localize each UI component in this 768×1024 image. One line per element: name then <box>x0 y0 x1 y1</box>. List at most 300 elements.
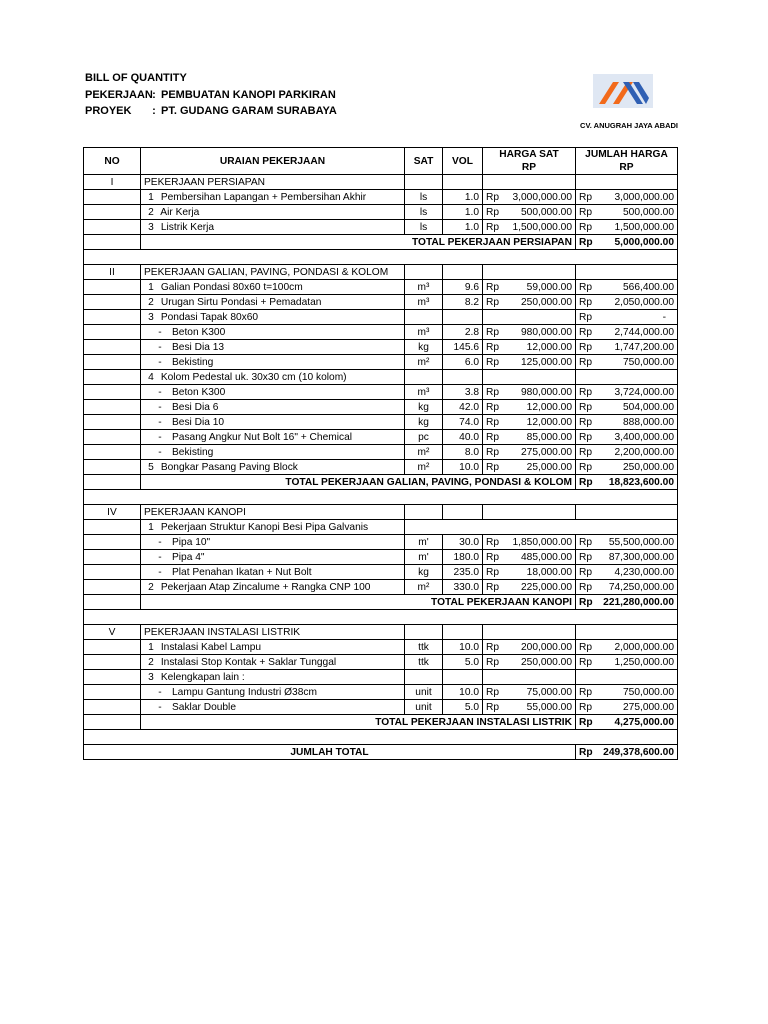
grand-total-amount-value: 249,378,600.00 <box>603 746 674 758</box>
unit-price-value: 500,000.00 <box>521 206 572 218</box>
subtotal-amount-value: 18,823,600.00 <box>608 476 674 488</box>
unit-price <box>483 655 576 670</box>
item-text: Besi Dia 6 <box>172 401 219 413</box>
company-logo-icon <box>593 74 653 108</box>
empty-cell <box>443 625 483 640</box>
amount-value: 4,230,000.00 <box>614 566 674 578</box>
unit-price <box>483 220 576 235</box>
unit-price-value: 3,000,000.00 <box>512 191 572 203</box>
section-title: PEKERJAAN GALIAN, PAVING, PONDASI & KOLOM <box>141 265 405 280</box>
amount-value: 275,000.00 <box>623 701 674 713</box>
item-volume: 330.0 <box>443 580 483 595</box>
item-unit: kg <box>405 340 443 355</box>
item-unit: m³ <box>405 280 443 295</box>
amount <box>576 565 678 580</box>
item-unit: kg <box>405 400 443 415</box>
currency-label: Rp <box>579 476 593 488</box>
dash-bullet: - <box>158 536 162 548</box>
item-text: Pasang Angkur Nut Bolt 16" + Chemical <box>172 431 353 443</box>
item-volume: 5.0 <box>443 700 483 715</box>
item-volume: 10.0 <box>443 640 483 655</box>
item-unit: m³ <box>405 295 443 310</box>
empty-cell <box>84 520 141 535</box>
currency-label: Rp <box>579 716 593 728</box>
sub-item-row <box>84 325 678 340</box>
item-text: Instalasi Stop Kontak + Saklar Tunggal <box>160 656 337 668</box>
sub-item-row <box>84 385 678 400</box>
dash-bullet: - <box>158 446 162 458</box>
currency-label: Rp <box>579 281 593 293</box>
currency-label: Rp <box>486 401 500 413</box>
subtotal-label: TOTAL PEKERJAAN INSTALASI LISTRIK <box>141 715 576 730</box>
unit-price <box>483 415 576 430</box>
subtotal-label: TOTAL PEKERJAAN KANOPI <box>141 595 576 610</box>
unit-price-value: 225,000.00 <box>521 581 572 593</box>
item-text: Beton K300 <box>172 326 226 338</box>
col-sat-header: SAT <box>405 148 443 175</box>
item-unit <box>405 370 443 385</box>
empty-cell <box>483 175 576 190</box>
item-volume: 10.0 <box>443 685 483 700</box>
unit-price-value: 250,000.00 <box>521 656 572 668</box>
empty-cell <box>84 295 141 310</box>
item-unit: kg <box>405 565 443 580</box>
item-text: Pondasi Tapak 80x60 <box>160 311 259 323</box>
dash-bullet: - <box>158 551 162 563</box>
item-description <box>141 355 405 370</box>
currency-label: Rp <box>579 296 593 308</box>
item-description <box>141 550 405 565</box>
section-title: PEKERJAAN INSTALASI LISTRIK <box>141 625 405 640</box>
unit-price <box>483 295 576 310</box>
item-description <box>141 580 405 595</box>
unit-price <box>483 565 576 580</box>
item-unit: m' <box>405 550 443 565</box>
empty-cell <box>483 265 576 280</box>
unit-price <box>483 580 576 595</box>
currency-label: Rp <box>579 566 593 578</box>
spacer-cell <box>84 490 678 505</box>
item-text: Pipa 4" <box>172 551 205 563</box>
currency-label: Rp <box>486 581 500 593</box>
amount <box>576 460 678 475</box>
empty-cell <box>405 625 443 640</box>
currency-label: Rp <box>486 656 500 668</box>
empty-cell <box>84 325 141 340</box>
item-volume: 1.0 <box>443 205 483 220</box>
section-number: IV <box>84 505 141 520</box>
unit-price <box>483 280 576 295</box>
amount <box>576 280 678 295</box>
currency-label: Rp <box>579 461 593 473</box>
currency-label: Rp <box>579 221 593 233</box>
unit-price-value: 980,000.00 <box>521 326 572 338</box>
dash-bullet: - <box>158 416 162 428</box>
currency-label: Rp <box>486 431 500 443</box>
amount <box>576 580 678 595</box>
subtotal-row <box>84 235 678 250</box>
subtotal-amount <box>576 475 678 490</box>
item-row <box>84 280 678 295</box>
currency-label: Rp <box>486 341 500 353</box>
amount <box>576 295 678 310</box>
item-number: 4 <box>148 371 154 383</box>
currency-label: Rp <box>579 641 593 653</box>
col-harga-line2: RP <box>521 162 537 173</box>
item-text: Air Kerja <box>160 206 200 218</box>
amount-value: 2,000,000.00 <box>614 641 674 653</box>
spacer-row <box>84 730 678 745</box>
empty-cell <box>405 265 443 280</box>
unit-price <box>483 400 576 415</box>
item-text: Galian Pondasi 80x60 t=100cm <box>160 281 303 293</box>
empty-cell <box>576 670 678 685</box>
amount <box>576 355 678 370</box>
currency-label: Rp <box>486 416 500 428</box>
item-description <box>141 415 405 430</box>
subtotal-amount <box>576 595 678 610</box>
amount <box>576 400 678 415</box>
item-volume <box>443 370 483 385</box>
empty-cell <box>84 535 141 550</box>
item-row <box>84 190 678 205</box>
unit-price-value: 85,000.00 <box>526 431 572 443</box>
item-unit: m' <box>405 535 443 550</box>
item-row <box>84 370 678 385</box>
item-volume: 3.8 <box>443 385 483 400</box>
unit-price-value: 18,000.00 <box>526 566 572 578</box>
empty-cell <box>576 175 678 190</box>
item-row <box>84 460 678 475</box>
amount-value: 3,400,000.00 <box>614 431 674 443</box>
proyek-label: PROYEK <box>85 105 132 117</box>
sub-item-row <box>84 430 678 445</box>
item-volume: 74.0 <box>443 415 483 430</box>
subtotal-row <box>84 475 678 490</box>
item-unit: ttk <box>405 640 443 655</box>
empty-cell <box>483 310 576 325</box>
item-description <box>141 340 405 355</box>
item-unit: kg <box>405 415 443 430</box>
dash-bullet: - <box>158 341 162 353</box>
amount-value: 250,000.00 <box>623 461 674 473</box>
empty-cell <box>576 625 678 640</box>
dash-bullet: - <box>158 386 162 398</box>
currency-label: Rp <box>579 431 593 443</box>
item-volume: 145.6 <box>443 340 483 355</box>
empty-cell <box>84 700 141 715</box>
pekerjaan-label: PEKERJAAN <box>85 89 153 101</box>
item-description <box>141 325 405 340</box>
dash-bullet: - <box>158 701 162 713</box>
item-text: Bongkar Pasang Paving Block <box>160 461 298 473</box>
dash-bullet: - <box>158 566 162 578</box>
item-description <box>141 370 405 385</box>
spacer-row <box>84 490 678 505</box>
currency-label: Rp <box>486 686 500 698</box>
sub-item-row <box>84 355 678 370</box>
currency-label: Rp <box>579 581 593 593</box>
amount-value: 500,000.00 <box>623 206 674 218</box>
empty-cell <box>84 565 141 580</box>
amount <box>576 415 678 430</box>
spacer-cell <box>84 250 678 265</box>
amount-value: 566,400.00 <box>623 281 674 293</box>
item-description <box>141 190 405 205</box>
item-description <box>141 565 405 580</box>
amount <box>576 385 678 400</box>
item-text: Pipa 10" <box>172 536 211 548</box>
item-number: 1 <box>148 191 154 203</box>
spacer-cell <box>84 730 678 745</box>
currency-label: Rp <box>579 236 593 248</box>
unit-price-value: 12,000.00 <box>526 341 572 353</box>
subtotal-row <box>84 595 678 610</box>
item-row <box>84 310 678 325</box>
unit-price <box>483 445 576 460</box>
currency-label: Rp <box>579 386 593 398</box>
item-description <box>141 685 405 700</box>
item-volume: 1.0 <box>443 220 483 235</box>
unit-price <box>483 355 576 370</box>
currency-label: Rp <box>579 686 593 698</box>
grand-total-row <box>84 745 678 760</box>
proyek-colon: : <box>152 105 156 117</box>
item-description <box>141 520 405 535</box>
item-text: Listrik Kerja <box>160 221 215 233</box>
currency-label: Rp <box>486 536 500 548</box>
empty-cell <box>84 430 141 445</box>
empty-cell <box>84 190 141 205</box>
empty-cell <box>84 205 141 220</box>
document-title: BILL OF QUANTITY <box>85 72 187 84</box>
empty-cell <box>483 505 576 520</box>
currency-label: Rp <box>579 401 593 413</box>
amount-value: 55,500,000.00 <box>608 536 674 548</box>
item-text: Pembersihan Lapangan + Pembersihan Akhir <box>160 191 367 203</box>
empty-cell <box>405 175 443 190</box>
unit-price <box>483 460 576 475</box>
col-vol-header: VOL <box>443 148 483 175</box>
item-unit: ttk <box>405 655 443 670</box>
empty-cell <box>84 220 141 235</box>
spacer-row <box>84 610 678 625</box>
unit-price-value: 55,000.00 <box>526 701 572 713</box>
empty-cell <box>84 475 141 490</box>
col-jumlah-line2: RP <box>619 162 634 173</box>
unit-price <box>483 535 576 550</box>
amount <box>576 640 678 655</box>
currency-label: Rp <box>486 461 500 473</box>
subtotal-row <box>84 715 678 730</box>
amount-value: 1,747,200.00 <box>614 341 674 353</box>
unit-price-value: 25,000.00 <box>526 461 572 473</box>
section-number: V <box>84 625 141 640</box>
section-title: PEKERJAAN PERSIAPAN <box>141 175 405 190</box>
unit-price <box>483 550 576 565</box>
currency-label: Rp <box>579 311 593 323</box>
dash-bullet: - <box>158 431 162 443</box>
unit-price <box>483 700 576 715</box>
empty-cell <box>84 670 141 685</box>
amount-value: 504,000.00 <box>623 401 674 413</box>
empty-cell <box>84 415 141 430</box>
item-description <box>141 220 405 235</box>
col-no-header: NO <box>84 148 141 175</box>
empty-cell <box>443 265 483 280</box>
dash-bullet: - <box>158 356 162 368</box>
item-unit: m² <box>405 460 443 475</box>
amount-value: 750,000.00 <box>623 686 674 698</box>
grand-total-label: JUMLAH TOTAL <box>84 745 576 760</box>
item-unit: m² <box>405 445 443 460</box>
item-description <box>141 280 405 295</box>
subtotal-amount <box>576 715 678 730</box>
unit-price-value: 485,000.00 <box>521 551 572 563</box>
item-row <box>84 520 678 535</box>
currency-label: Rp <box>486 206 500 218</box>
item-description <box>141 385 405 400</box>
sub-item-row <box>84 535 678 550</box>
sub-item-row <box>84 340 678 355</box>
unit-price-value: 125,000.00 <box>521 356 572 368</box>
amount <box>576 685 678 700</box>
col-jumlah-header <box>576 148 678 175</box>
section-row <box>84 625 678 640</box>
sub-item-row <box>84 700 678 715</box>
item-volume: 9.6 <box>443 280 483 295</box>
currency-label: Rp <box>486 296 500 308</box>
item-number: 3 <box>148 671 154 683</box>
section-number: I <box>84 175 141 190</box>
unit-price-value: 200,000.00 <box>521 641 572 653</box>
currency-label: Rp <box>579 191 593 203</box>
empty-cell <box>84 370 141 385</box>
sub-item-row <box>84 565 678 580</box>
item-volume: 8.2 <box>443 295 483 310</box>
item-volume: 6.0 <box>443 355 483 370</box>
amount <box>576 655 678 670</box>
item-row <box>84 220 678 235</box>
col-uraian-header: URAIAN PEKERJAAN <box>141 148 405 175</box>
item-text: Beton K300 <box>172 386 226 398</box>
grand-total-amount <box>576 745 678 760</box>
col-harga-line1: HARGA SAT <box>499 149 559 160</box>
empty-cell <box>443 175 483 190</box>
unit-price-value: 12,000.00 <box>526 401 572 413</box>
amount-value: 888,000.00 <box>623 416 674 428</box>
unit-price <box>483 685 576 700</box>
empty-cell <box>84 640 141 655</box>
amount <box>576 310 678 325</box>
currency-label: Rp <box>486 191 500 203</box>
unit-price-value: 980,000.00 <box>521 386 572 398</box>
table-header-row <box>84 148 678 175</box>
amount <box>576 205 678 220</box>
amount <box>576 325 678 340</box>
unit-price <box>483 385 576 400</box>
item-volume: 42.0 <box>443 400 483 415</box>
pekerjaan-line <box>85 89 336 101</box>
unit-price-value: 75,000.00 <box>526 686 572 698</box>
sub-item-row <box>84 445 678 460</box>
currency-label: Rp <box>486 281 500 293</box>
currency-label: Rp <box>486 641 500 653</box>
item-text: Bekisting <box>172 446 214 458</box>
currency-label: Rp <box>579 341 593 353</box>
spacer-cell <box>84 610 678 625</box>
currency-label: Rp <box>486 446 500 458</box>
item-description <box>141 655 405 670</box>
proyek-value: PT. GUDANG GARAM SURABAYA <box>161 105 337 117</box>
currency-label: Rp <box>579 596 593 608</box>
item-number: 2 <box>148 206 154 218</box>
currency-label: Rp <box>486 566 500 578</box>
amount-value: 2,050,000.00 <box>614 296 674 308</box>
amount-value: 1,250,000.00 <box>614 656 674 668</box>
item-volume: 30.0 <box>443 535 483 550</box>
item-volume <box>443 670 483 685</box>
item-text: Saklar Double <box>172 701 236 713</box>
item-description <box>141 640 405 655</box>
empty-cell <box>84 655 141 670</box>
item-text: Besi Dia 13 <box>172 341 225 353</box>
empty-cell <box>576 265 678 280</box>
item-description <box>141 205 405 220</box>
amount <box>576 700 678 715</box>
currency-label: Rp <box>486 356 500 368</box>
empty-cell <box>84 385 141 400</box>
item-number: 1 <box>148 281 154 293</box>
item-text: Instalasi Kabel Lampu <box>160 641 262 653</box>
empty-cell <box>84 235 141 250</box>
currency-label: Rp <box>579 446 593 458</box>
item-unit <box>405 670 443 685</box>
currency-label: Rp <box>579 356 593 368</box>
proyek-line <box>85 105 337 117</box>
empty-cell <box>405 520 678 535</box>
amount <box>576 550 678 565</box>
empty-cell <box>84 355 141 370</box>
unit-price-value: 275,000.00 <box>521 446 572 458</box>
unit-price <box>483 325 576 340</box>
item-text: Plat Penahan Ikatan + Nut Bolt <box>172 566 312 578</box>
empty-cell <box>84 460 141 475</box>
dash-bullet: - <box>158 326 162 338</box>
empty-cell <box>84 340 141 355</box>
unit-price <box>483 340 576 355</box>
item-description <box>141 670 405 685</box>
item-row <box>84 670 678 685</box>
pekerjaan-colon: : <box>152 89 156 101</box>
unit-price <box>483 190 576 205</box>
item-text: Pekerjaan Struktur Kanopi Besi Pipa Galvanis <box>160 521 369 533</box>
currency-label: Rp <box>579 656 593 668</box>
item-volume: 235.0 <box>443 565 483 580</box>
item-volume: 5.0 <box>443 655 483 670</box>
amount-value: - <box>662 311 666 323</box>
subtotal-label: TOTAL PEKERJAAN PERSIAPAN <box>141 235 576 250</box>
item-number: 2 <box>148 296 154 308</box>
item-text: Pekerjaan Atap Zincalume + Rangka CNP 100 <box>160 581 371 593</box>
item-unit: m³ <box>405 325 443 340</box>
item-description <box>141 430 405 445</box>
currency-label: Rp <box>579 206 593 218</box>
section-title: PEKERJAAN KANOPI <box>141 505 405 520</box>
item-unit <box>405 310 443 325</box>
col-jumlah-line1: JUMLAH HARGA <box>585 149 668 160</box>
item-text: Lampu Gantung Industri Ø38cm <box>172 686 317 698</box>
